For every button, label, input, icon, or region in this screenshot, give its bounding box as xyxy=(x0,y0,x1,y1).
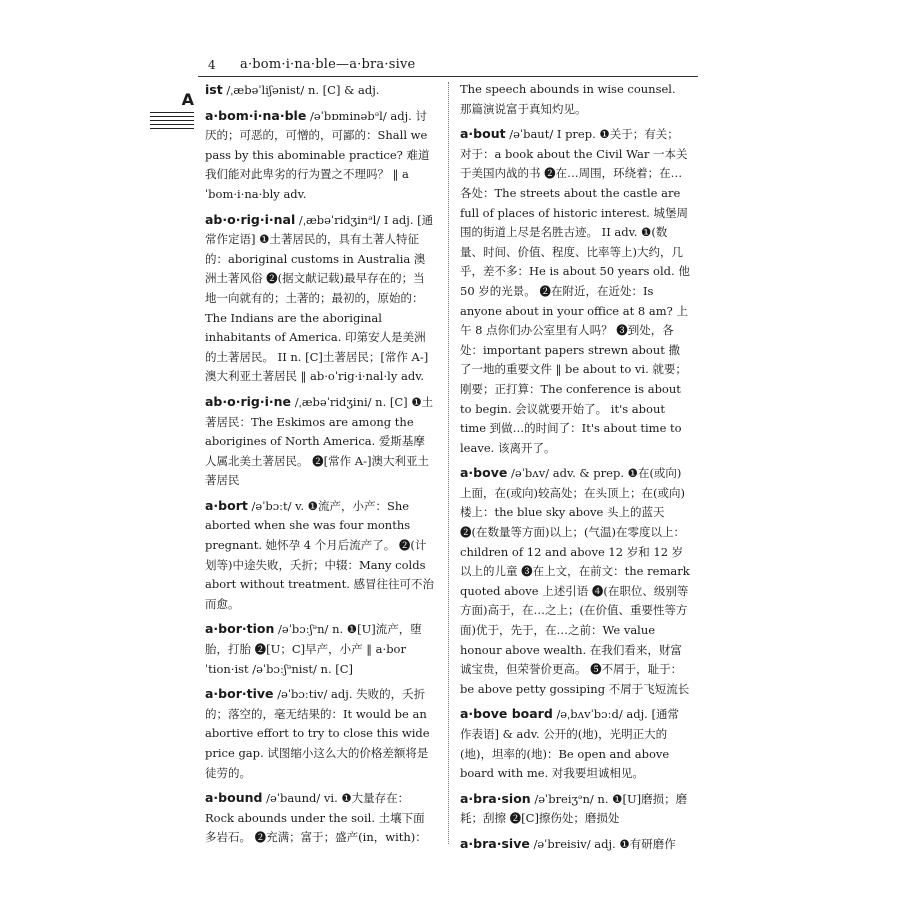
entry-headword: a·bra·sion xyxy=(460,790,531,806)
entry-headword: a·bout xyxy=(460,126,506,142)
dictionary-entry xyxy=(205,210,435,387)
entry-headword: ist xyxy=(205,82,223,97)
entry-text: /əˈbaut/ I prep. ❶关于；有关；对于：a book about the Civil War 一本关于美国内战的书 ❷在…周围，环绕着；在…各处：The streets about the castle are full of places of historic interest. 城堡周围的街道上尽是名胜古迹。 II adv. ❶(数量、时间、价值、程度、比率等上)大约，几乎，差不多：He is about 50 years old. 他 50 岁的光景。 ❷在附近，在近处：Is anyone about in your office at 8 am? 上午 8 点你们办公室里有人吗？ ❸到处，各处：important papers strewn about 撒了一地的重要文件 ‖ be about to vi. 就要；刚要；正打算：The conference is about to begin. 会议就要开始了。 it's about time 到做…的时间了：It's about time to leave. 该离开了。 xyxy=(460,127,690,455)
dictionary-entry xyxy=(460,463,690,699)
entry-headword: ab·o·rig·i·ne xyxy=(205,393,292,409)
entry-headword: a·bort xyxy=(205,497,248,513)
dictionary-entry xyxy=(205,684,435,783)
dictionary-entry xyxy=(205,392,435,491)
dictionary-entry xyxy=(205,619,435,679)
entry-headword: a·bor·tion xyxy=(205,621,275,637)
entry-headword: a·bove xyxy=(460,465,508,481)
entry-headword: a·bound xyxy=(205,790,263,806)
thumb-tab-letter: A xyxy=(181,90,194,109)
dictionary-entry xyxy=(205,106,435,205)
entry-headword: a·bom·i·na·ble xyxy=(205,107,307,123)
entry-text: /əˈbreisiv/ adj. ❶有研磨作 xyxy=(533,836,676,851)
entry-text: /əˈbaund/ vi. ❶大量存在：Rock abounds under the soil. 土壤下面多岩石。 ❷充满；富于；盛产(in，with)： xyxy=(205,791,427,845)
dictionary-entry xyxy=(460,834,690,855)
entry-headword: a·bra·sive xyxy=(460,835,530,851)
column-divider xyxy=(448,82,449,844)
thumb-tab xyxy=(150,90,194,130)
entry-text: /əˈbɔːt/ v. ❶流产，小产：She aborted when she was four months pregnant. 她怀孕 4 个月后流产了。 ❷(计划等)中途失败，夭折；中辍：Many colds abort without treatment. 感冒往往可不治而愈。 xyxy=(205,498,435,611)
entry-text: The speech abounds in wise counsel. 那篇演说富于真知灼见。 xyxy=(460,82,676,116)
entry-text: /əˈbʌv/ adv. & prep. ❶在(或向)上面，在(或向)较高处；在头顶上；在(或向)楼上：the blue sky above 头上的蓝天 ❷(在数量等方面)以上；(气温)在零度以上：children of 12 and above 12 岁和 12 岁以上的儿童 ❸在上文，在前文：the remark quoted above 上述引语 ❹(在职位、级别等方面)高于，在…之上；(在价值、重要性等方面)优于，先于，在…之前：We value honour above wealth. 在我们看来，财富诚宝贵，但荣誉价更高。 ❺不屑于，耻于：be above petty gossiping 不屑于飞短流长 xyxy=(460,466,690,696)
thumb-tab-lines xyxy=(150,112,194,132)
right-column xyxy=(460,80,690,860)
entry-text: /əˈbɔːʃᵊn/ n. ❶[U]流产，堕胎，打胎 ❷[U；C]早产，小产 ‖ a·borˈtion·ist /əˈbɔːʃᵊnist/ n. [C] xyxy=(205,622,422,676)
entry-text: /əˌbʌvˈbɔːd/ adj. [通常作表语] & adv. 公开的(地)，光明正大的(地)，坦率的(地)：Be open and above board with me. 对我要坦诚相见。 xyxy=(460,707,679,781)
header-rule xyxy=(198,76,698,77)
dictionary-entry xyxy=(460,80,690,119)
dictionary-entry xyxy=(205,788,435,848)
entry-text: /ˌæbəˈridʒinᵊl/ I adj. [通常作定语] ❶土著居民的，具有土著人特征的：aboriginal customs in Australia 澳洲土著风俗 ❷(据文献记载)最早存在的；当地一向就有的；土著的；最初的，原始的：The Indians are the aboriginal inhabitants of America. 印第安人是美洲的土著居民。 II n. [C]土著居民；[常作 A-]澳大利亚土著居民 ‖ ab·oˈrig·i·nal·ly adv. xyxy=(205,212,434,384)
dictionary-entry xyxy=(460,124,690,458)
entry-headword: a·bove board xyxy=(460,706,553,722)
entry-headword: a·bor·tive xyxy=(205,686,274,702)
dictionary-entry xyxy=(460,704,690,783)
dictionary-entry xyxy=(205,80,435,101)
left-column xyxy=(205,80,435,853)
entry-text: /əˈbɒminəbᵊl/ adj. 讨厌的；可恶的，可憎的，可鄙的：Shall we pass by this abominable practice? 难道我们能对此卑劣的行为置之不理吗？ ‖ aˈbom·i·na·bly adv. xyxy=(205,108,430,201)
dictionary-entry xyxy=(460,789,690,829)
entry-text: /əˈbreiʒᵊn/ n. ❶[U]磨损；磨耗；刮擦 ❷[C]擦伤处；磨损处 xyxy=(460,791,688,826)
entry-text: /ˌæbəˈliʃənist/ n. [C] & adj. xyxy=(226,83,380,97)
dictionary-entry xyxy=(205,496,435,615)
entry-text: /əˈbɔːtiv/ adj. 失败的，夭折的；落空的，毫无结果的：It would be an abortive effort to try to close this wide price gap. 试图缩小这么大的价格差额将是徒劳的。 xyxy=(205,687,430,780)
running-head: a·bom·i·na·ble—a·bra·sive xyxy=(240,57,416,72)
page-number: 4 xyxy=(208,58,216,72)
entry-text: /ˌæbəˈridʒini/ n. [C] ❶土著居民：The Eskimos are among the aborigines of North America. 爱斯基摩人属北美土著居民。 ❷[常作 A-]澳大利亚土著居民 xyxy=(205,394,434,488)
page-header xyxy=(198,56,698,76)
entry-headword: ab·o·rig·i·nal xyxy=(205,211,296,227)
